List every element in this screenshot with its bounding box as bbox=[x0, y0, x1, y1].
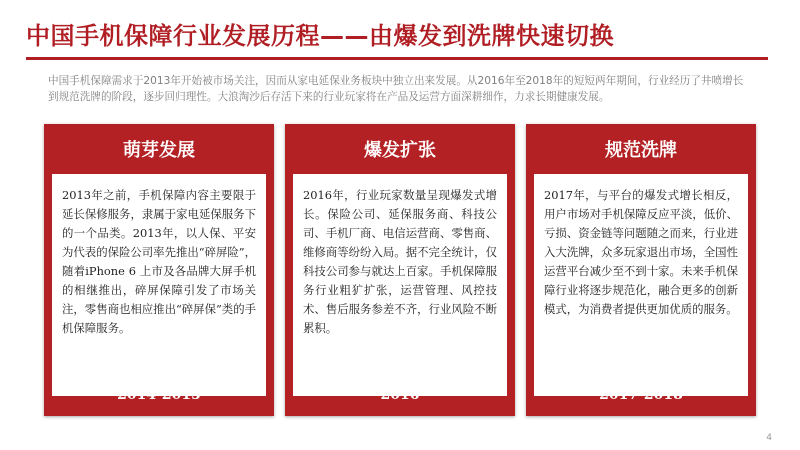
stage-period: 2014-2015 bbox=[117, 387, 201, 403]
stage-card-1 bbox=[44, 124, 274, 416]
stage-heading: 萌芽发展 bbox=[123, 140, 195, 161]
stage-card-2 bbox=[285, 124, 515, 416]
intro-paragraph: 中国手机保障需求于2013年开始被市场关注，因而从家电延保业务板块中独立出来发展。从2016年至2018年的短短两年期间，行业经历了井喷增长到规范洗牌的阶段，逐步回归理性。大浪淘沙后存活下来的行业玩家将在产品及运营方面深耕细作，力求长期健康发展。 bbox=[48, 75, 744, 103]
stage-period: 2016 bbox=[380, 387, 420, 403]
stage-body bbox=[534, 174, 748, 396]
stage-text: 2016年，行业玩家数量呈现爆发式增长。保险公司、延保服务商、科技公司、手机厂商、电信运营商、零售商、维修商等纷纷入局。据不完全统计，仅科技公司参与就达上百家。手机保障服务行业粗犷扩张，运营管理、风控技术、售后服务参差不齐，行业风险不断累积。 bbox=[303, 188, 497, 335]
page-number: 4 bbox=[766, 433, 772, 443]
title-underline bbox=[26, 57, 768, 60]
stage-body bbox=[52, 174, 266, 396]
stage-card-3 bbox=[526, 124, 756, 416]
stage-text: 2017年，与平台的爆发式增长相反，用户市场对手机保障反应平淡，低价、亏损、资金链等问题随之而来，行业进入大洗牌，众多玩家退出市场，全国性运营平台减少至不到十家。未来手机保障行业将逐步规范化，融合更多的创新模式，为消费者提供更加优质的服务。 bbox=[544, 188, 738, 316]
stage-text: 2013年之前，手机保障内容主要限于延长保修服务，隶属于家电延保服务下的一个品类。2013年，以人保、平安为代表的保险公司率先推出“碎屏险”，随着iPhone 6 上市及各品牌大屏手机的相继推出，碎屏保障引发了市场关注，零售商也相应推出“碎屏保”类的手机保障服务。 bbox=[62, 188, 256, 335]
stage-heading: 规范洗牌 bbox=[605, 140, 677, 161]
page-title: 中国手机保障行业发展历程——由爆发到洗牌快速切换 bbox=[26, 22, 614, 50]
stage-heading: 爆发扩张 bbox=[364, 140, 436, 161]
stage-body bbox=[293, 174, 507, 396]
stage-period: 2017-2018 bbox=[599, 387, 683, 403]
